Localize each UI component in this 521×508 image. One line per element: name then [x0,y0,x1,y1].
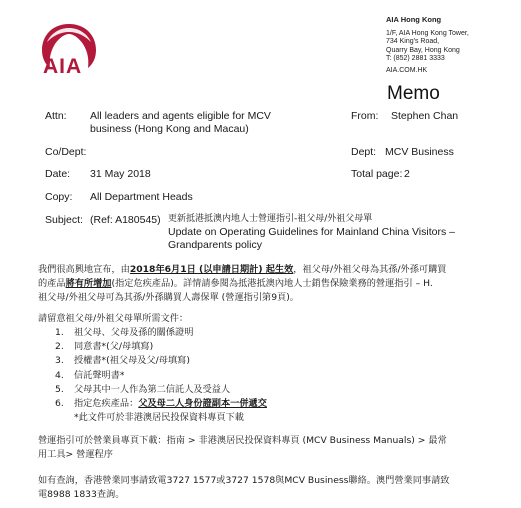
intro-paragraph [38,263,508,305]
list-item [55,326,267,340]
list-item [55,397,267,411]
address-line: T: (852) 2881 3333 [386,55,445,63]
list-text: 授權書*(祖父母及父/母填寫) [74,355,190,367]
list-text: 信託聲明書* [74,369,125,381]
company-website: AIA.COM.HK [386,66,428,74]
list-note [55,411,267,425]
list-number: 5. [55,383,64,395]
increase-highlight: 將有所增加 [65,278,112,289]
effective-date: 2018年6月1日 (以申請日期計) 起生效 [129,264,294,275]
attn-line: business (Hong Kong and Macau) [90,122,249,135]
list-number: 1. [55,327,64,338]
dept-value: MCV Business [385,146,454,158]
address-line: 734 King's Road, [386,38,440,46]
intro-text: 我們很高興地宣布，由 [38,264,130,275]
copy-label: Copy: [45,191,73,203]
attn-label: Attn: [45,110,67,122]
intro-text: (指定危疾產品)。詳情請參閱為抵港抵澳內地人士銷售保險業務的營運指引 – H. [111,278,433,289]
copy-value: All Department Heads [90,191,193,203]
intro-text: 祖父母/外祖父母可為其孫/外孫購買人壽保單 (營運指引第9頁)。 [38,292,299,303]
subject-en-line: Update on Operating Guidelines for Mainland China Visitors – [168,226,455,238]
list-text-highlight: 父及母二人身份證副本一併遞交 [138,398,267,410]
subject-cn: 更新抵港抵澳内地人士營運指引-祖父母/外祖父母單 [168,214,373,224]
from-label: From: [351,110,379,122]
subject-value [168,213,455,251]
date-label: Date: [45,168,71,180]
intro-text: ，祖父母/外祖父母為其孫/外孫可購買 [293,264,447,275]
list-number: 2. [55,341,64,353]
attn-value [90,110,271,135]
download-paragraph [38,434,513,462]
company-name: AIA Hong Kong [386,15,442,24]
list-text: 同意書*(父/母填寫) [74,341,154,353]
list-number: 4. [55,369,64,381]
documents-heading: 請留意祖父母/外祖父母單所需文件： [38,313,189,324]
intro-text: 的產品 [38,278,66,289]
company-address-block [386,16,469,76]
address-line: 1/F, AIA Hong Kong Tower, [386,29,469,37]
list-text: 指定危疾產品： [74,398,139,410]
list-item [55,383,267,397]
list-item [55,369,267,383]
note-text: *此文件可於非港澳居民投保資料專頁下載 [74,412,244,424]
subject-label: Subject: [45,214,83,226]
download-text: 營運指引可於營業員專頁下載：指南 > 非港澳居民投保資料專頁 (MCV Business Manuals) > 最常 [38,435,447,446]
required-documents-list [55,326,267,425]
address-line: Quarry Bay, Hong Kong [386,46,460,54]
total-page-value: 2 [404,168,410,180]
list-number: 3. [55,355,64,367]
enquiry-text: 如有查詢，香港營業同事請致電3727 1577或3727 1578與MCV Business聯絡。澳門營業同事請致 [38,475,450,486]
attn-line: All leaders and agents eligible for MCV [90,110,271,122]
date-value: 31 May 2018 [90,168,151,180]
dept-label: Dept: [351,146,377,158]
download-text: 用工具> 營運程序 [38,449,113,460]
total-page-label: Total page: [351,168,403,180]
memo-title: Memo [387,83,440,104]
list-number: 6. [55,398,64,410]
list-text: 父母其中一人作為第二信託人及受益人 [74,383,231,395]
list-item [55,340,267,354]
subject-ref: (Ref: A180545) [90,214,161,226]
enquiry-paragraph [38,474,513,502]
codept-label: Co/Dept: [45,146,87,158]
subject-en-line: Grandparents policy [168,238,262,251]
from-value: Stephen Chan [391,110,459,122]
list-item [55,354,267,368]
aia-wordmark: AIA [43,55,83,78]
enquiry-text: 電8988 1833查詢。 [38,489,125,500]
list-text: 祖父母、父母及孫的關係證明 [74,327,194,338]
